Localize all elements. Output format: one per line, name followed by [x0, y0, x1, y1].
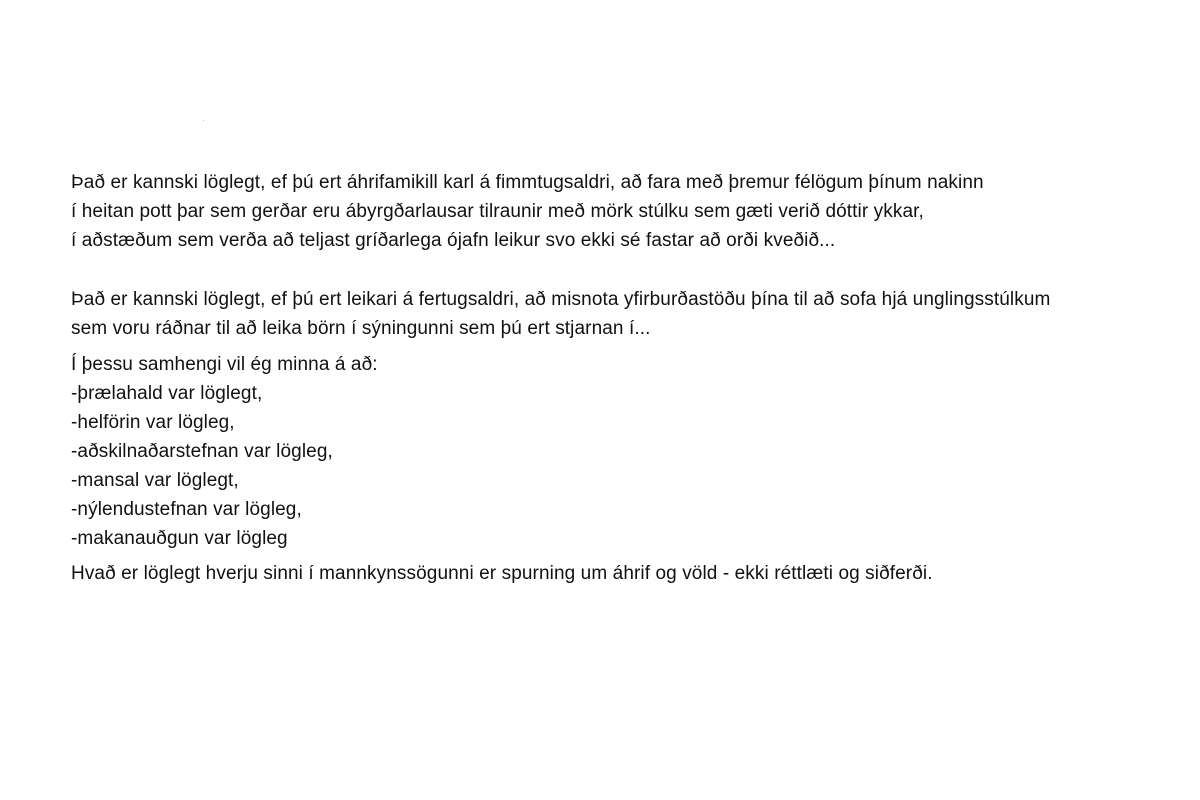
stray-mark [203, 120, 204, 121]
paragraph-line: í aðstæðum sem verða að teljast gríðarlega ójafn leikur svo ekki sé fastar að orði kveðið... [71, 230, 836, 251]
closing-line: Hvað er löglegt hverju sinni í mannkynssögunni er spurning um áhrif og völd - ekki réttlæti og siðferði. [71, 563, 933, 584]
legal-history-list [71, 350, 1171, 553]
list-item: -makanauðgun var lögleg [71, 528, 288, 549]
paragraph-hot-tub [71, 168, 1171, 255]
closing-statement [71, 559, 1171, 588]
paragraph-actor [71, 285, 1171, 343]
list-item: -helförin var lögleg, [71, 412, 235, 433]
list-intro: Í þessu samhengi vil ég minna á að: [71, 354, 378, 375]
list-item: -þrælahald var löglegt, [71, 383, 263, 404]
list-item: -aðskilnaðarstefnan var lögleg, [71, 441, 333, 462]
paragraph-line: Það er kannski löglegt, ef þú ert áhrifamikill karl á fimmtugsaldri, að fara með þremur félögum þínum nakinn [71, 172, 984, 193]
list-item: -mansal var löglegt, [71, 470, 239, 491]
text-document [71, 168, 1171, 588]
paragraph-line: sem voru ráðnar til að leika börn í sýningunni sem þú ert stjarnan í... [71, 318, 651, 339]
paragraph-line: í heitan pott þar sem gerðar eru ábyrgðarlausar tilraunir með mörk stúlku sem gæti verið dóttir ykkar, [71, 201, 924, 222]
paragraph-line: Það er kannski löglegt, ef þú ert leikari á fertugsaldri, að misnota yfirburðastöðu þína til að sofa hjá unglingsstúlkum [71, 289, 1051, 310]
list-item: -nýlendustefnan var lögleg, [71, 499, 302, 520]
